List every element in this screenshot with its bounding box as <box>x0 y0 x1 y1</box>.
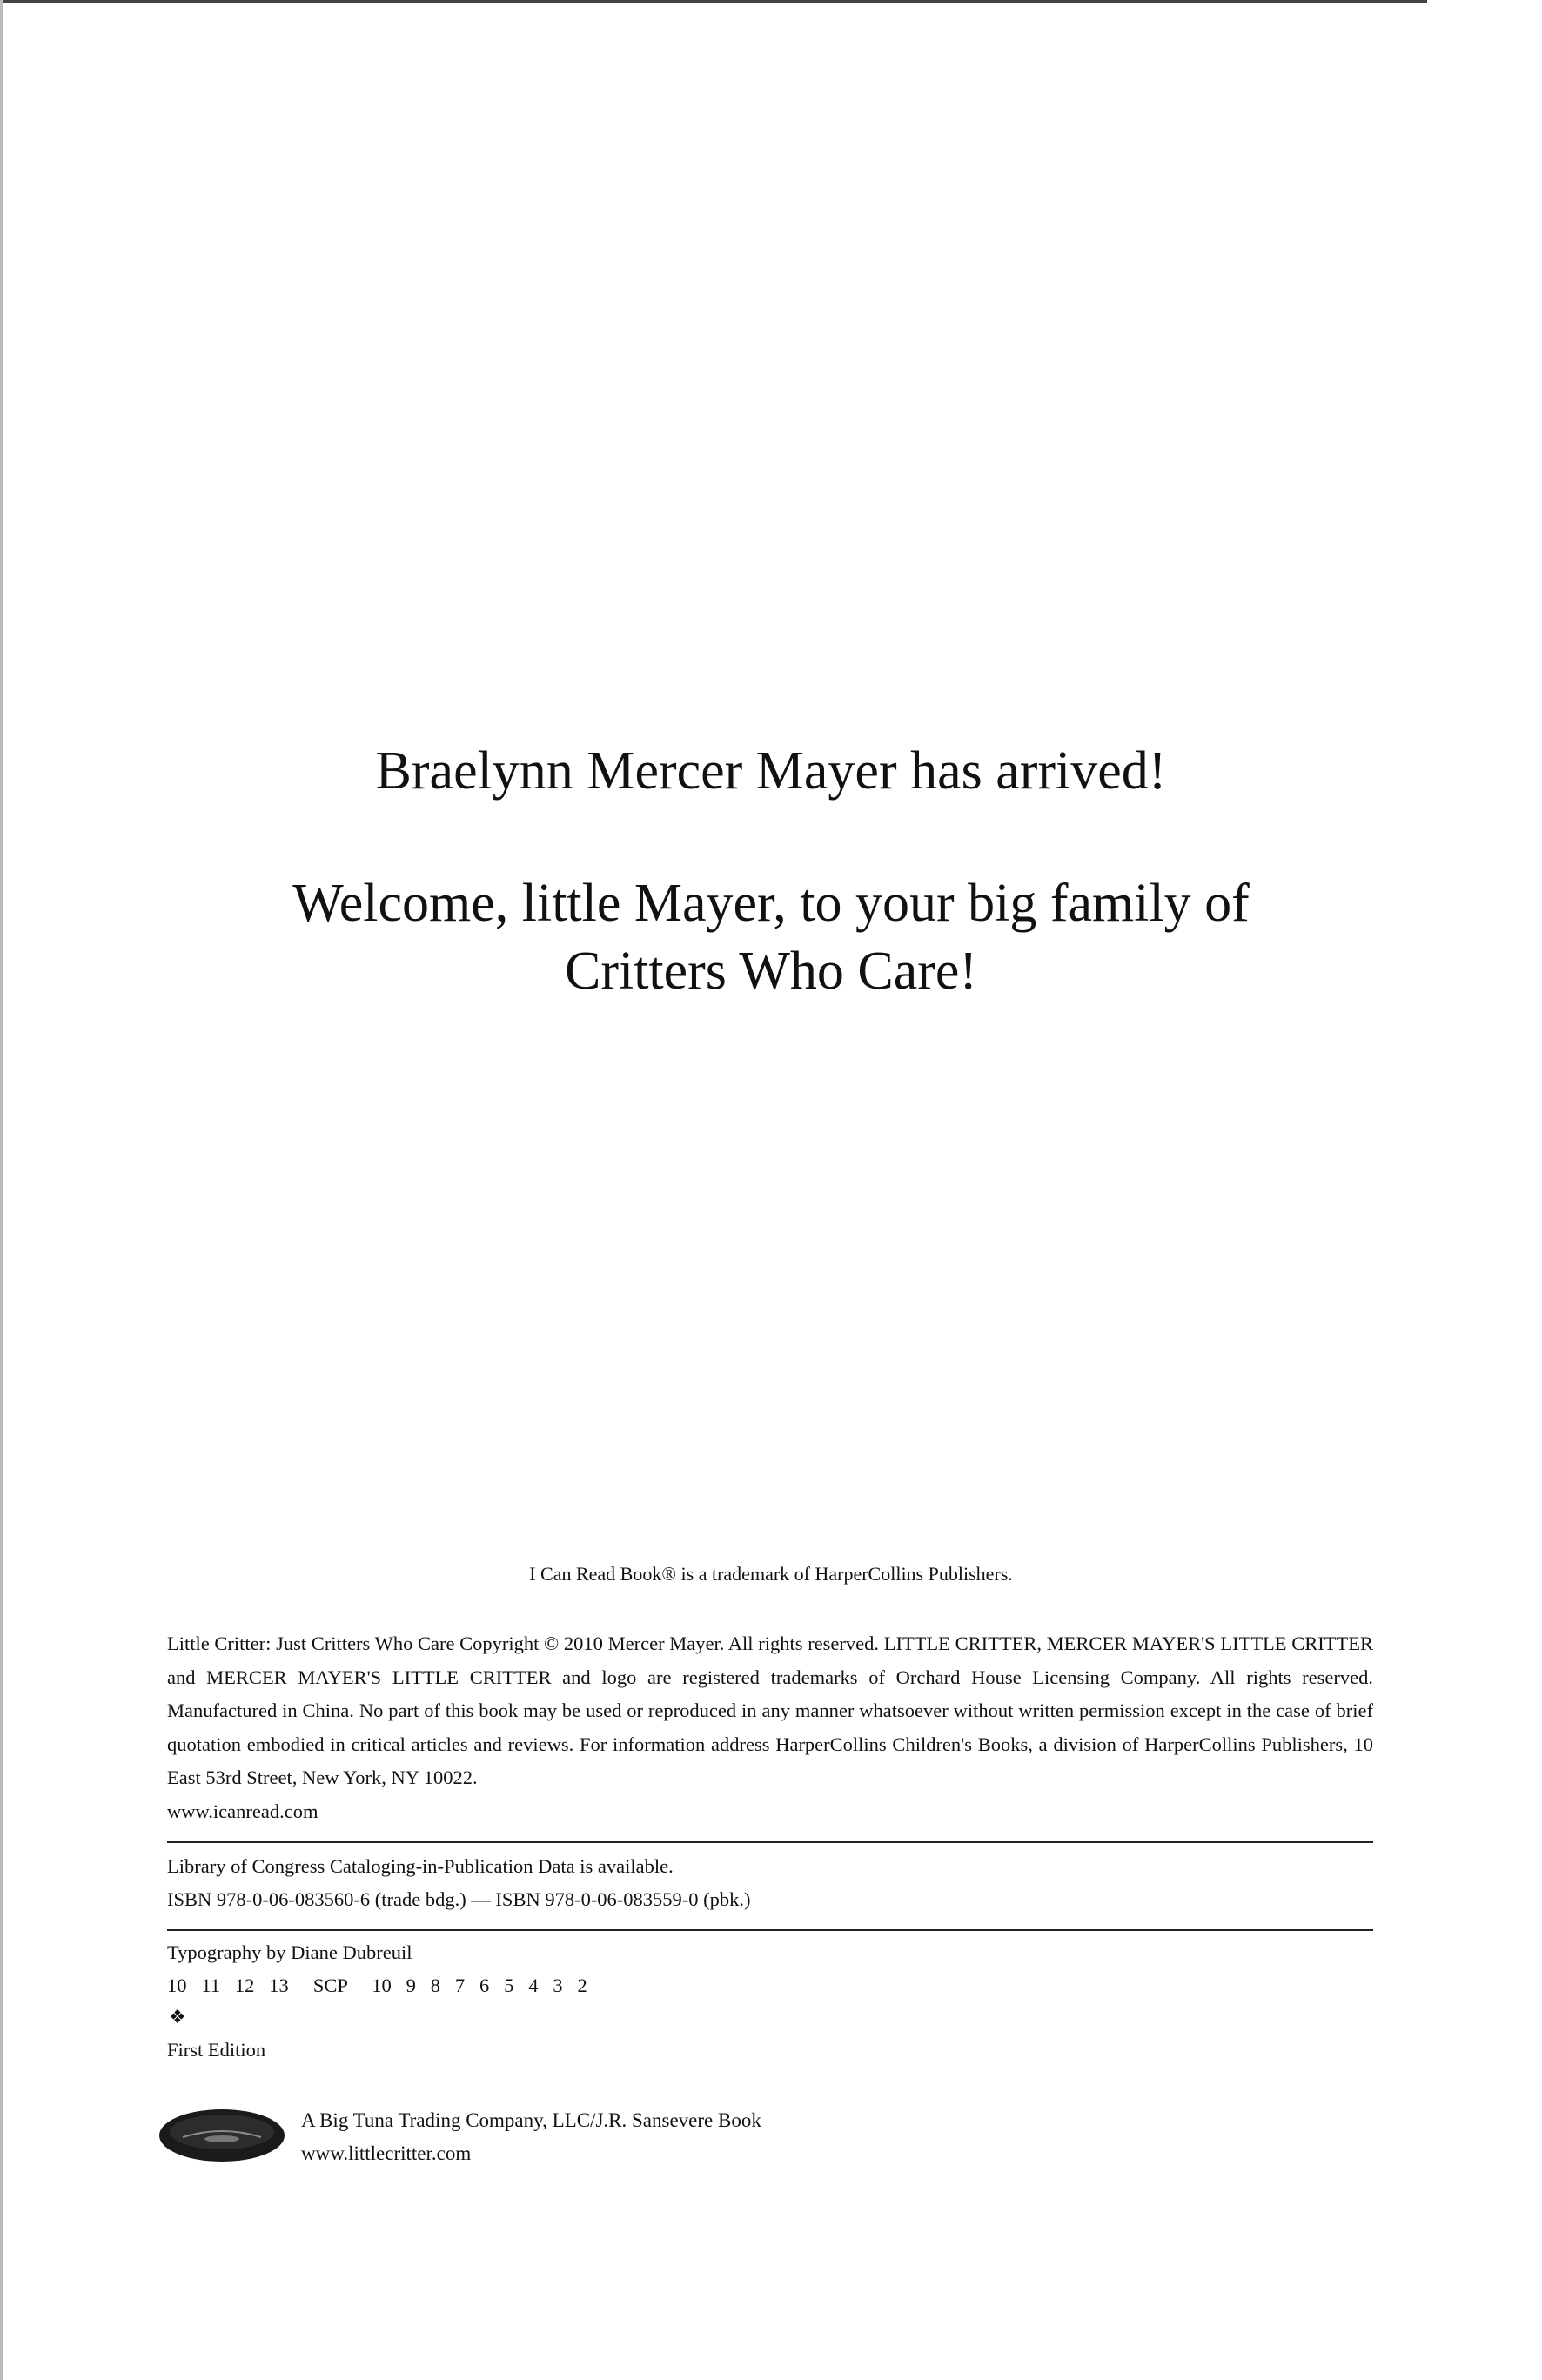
copyright-block <box>167 1627 1373 1828</box>
publisher-credit <box>301 2104 761 2170</box>
big-tuna-logo-icon <box>157 2104 287 2165</box>
publisher-name: A Big Tuna Trading Company, LLC/J.R. Sansevere Book <box>301 2109 761 2131</box>
isbn-line: ISBN 978-0-06-083560-6 (trade bdg.) — ISBN 978-0-06-083559-0 (pbk.) <box>167 1888 751 1910</box>
dedication-line-1: Braelynn Mercer Mayer has arrived! <box>375 741 1167 801</box>
dedication-line-3: Critters Who Care! <box>564 942 978 1001</box>
icanread-link[interactable]: www.icanread.com <box>167 1800 318 1822</box>
page-left-edge <box>0 0 3 2380</box>
littlecritter-link[interactable]: www.littlecritter.com <box>301 2142 472 2164</box>
big-tuna-logo <box>157 2104 287 2165</box>
divider-rule <box>167 1929 1373 1931</box>
ornament-icon: ❖ <box>169 2006 186 2028</box>
cip-notice: Library of Congress Cataloging-in-Publication Data is available. <box>167 1855 674 1877</box>
divider-rule <box>167 1841 1373 1843</box>
typography-credit: Typography by Diane Dubreuil <box>167 1941 412 1963</box>
copyright-text: Little Critter: Just Critters Who Care Copyright © 2010 Mercer Mayer. All rights reserved. LITTLE CRITTER, MERCER MAYER'S LITTLE CRITTER and MERCER MAYER'S LITTLE CRITTER and logo are registered trademarks of Orchard House Licensing Company. All rights reserved. Manufactured in China. No part of this book may be used or reproduced in any manner whatsoever without written permission except in the case of brief quotation embodied in critical articles and reviews. For information address HarperCollins Children's Books, a division of HarperCollins Publishers, 10 East 53rd Street, New York, NY 10022. <box>167 1632 1373 1788</box>
trademark-notice: I Can Read Book® is a trademark of HarperCollins Publishers. <box>529 1563 1013 1585</box>
page-top-edge <box>0 0 1427 3</box>
printing-line: 10 11 12 13 SCP 10 9 8 7 6 5 4 3 2 <box>167 1974 587 1996</box>
edition-label: First Edition <box>167 2039 266 2061</box>
dedication-line-2: Welcome, little Mayer, to your big family of <box>292 874 1250 933</box>
